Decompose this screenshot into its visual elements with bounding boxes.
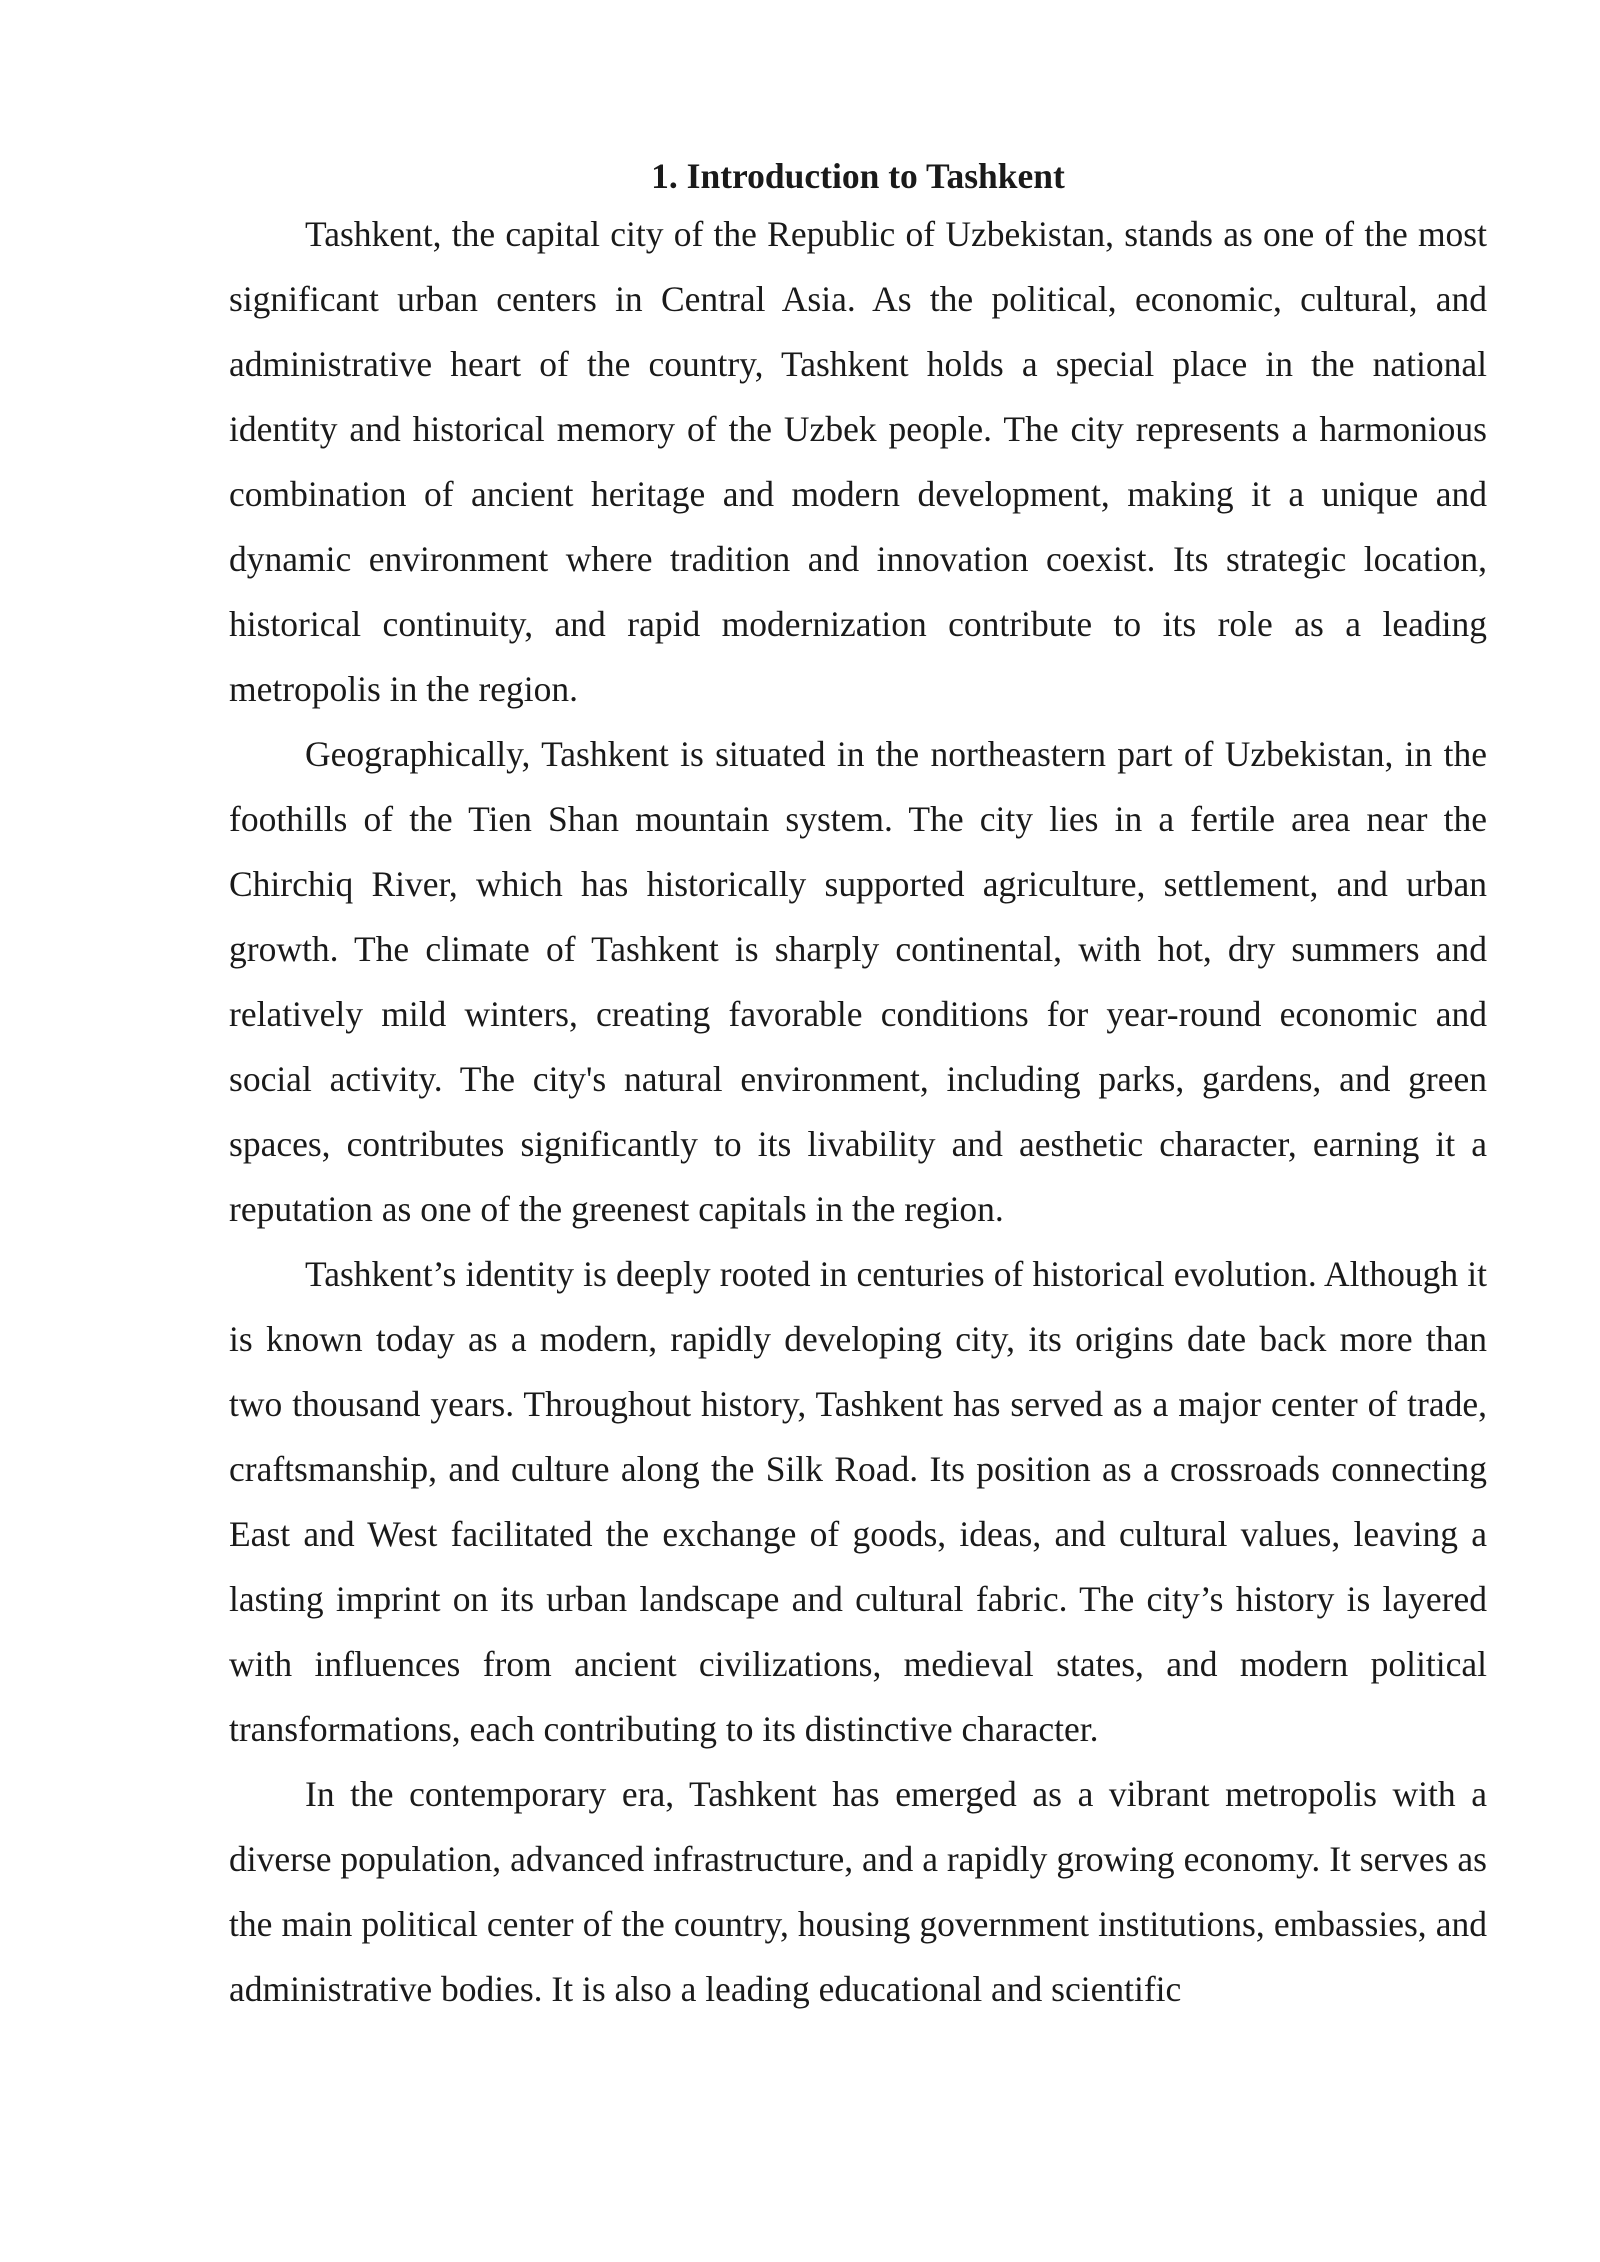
document-body bbox=[229, 150, 1487, 2022]
section-heading: 1. Introduction to Tashkent bbox=[651, 156, 1065, 196]
paragraph-history: Tashkent’s identity is deeply rooted in centuries of historical evolution. Although it is known today as a modern, rapidly developing city, its origins date back more than two thousand years. Throughout history, Tashkent has served as a major center of trade, craftsmanship, and culture along the Silk Road. Its position as a crossroads connecting East and West facilitated the exchange of goods, ideas, and cultural values, leaving a lasting imprint on its urban landscape and cultural fabric. The city’s history is layered with influences from ancient civilizations, medieval states, and modern political transformations, each contributing to its distinctive character. bbox=[229, 1254, 1487, 1749]
paragraph-contemporary: In the contemporary era, Tashkent has emerged as a vibrant metropolis with a diverse population, advanced infrastructure, and a rapidly growing economy. It serves as the main political center of the country, housing government institutions, embassies, and administrative bodies. It is also a leading educational and scientific bbox=[229, 1774, 1487, 2009]
paragraph-introduction: Tashkent, the capital city of the Republic of Uzbekistan, stands as one of the most significant urban centers in Central Asia. As the political, economic, cultural, and administrative heart of the country, Tashkent holds a special place in the national identity and historical memory of the Uzbek people. The city represents a harmonious combination of ancient heritage and modern development, making it a unique and dynamic environment where tradition and innovation coexist. Its strategic location, historical continuity, and rapid modernization contribute to its role as a leading metropolis in the region. bbox=[229, 214, 1487, 709]
paragraph-geography: Geographically, Tashkent is situated in the northeastern part of Uzbekistan, in the foothills of the Tien Shan mountain system. The city lies in a fertile area near the Chirchiq River, which has historically supported agriculture, settlement, and urban growth. The climate of Tashkent is sharply continental, with hot, dry summers and relatively mild winters, creating favorable conditions for year-round economic and social activity. The city's natural environment, including parks, gardens, and green spaces, contributes significantly to its livability and aesthetic character, earning it a reputation as one of the greenest capitals in the region. bbox=[229, 734, 1487, 1229]
